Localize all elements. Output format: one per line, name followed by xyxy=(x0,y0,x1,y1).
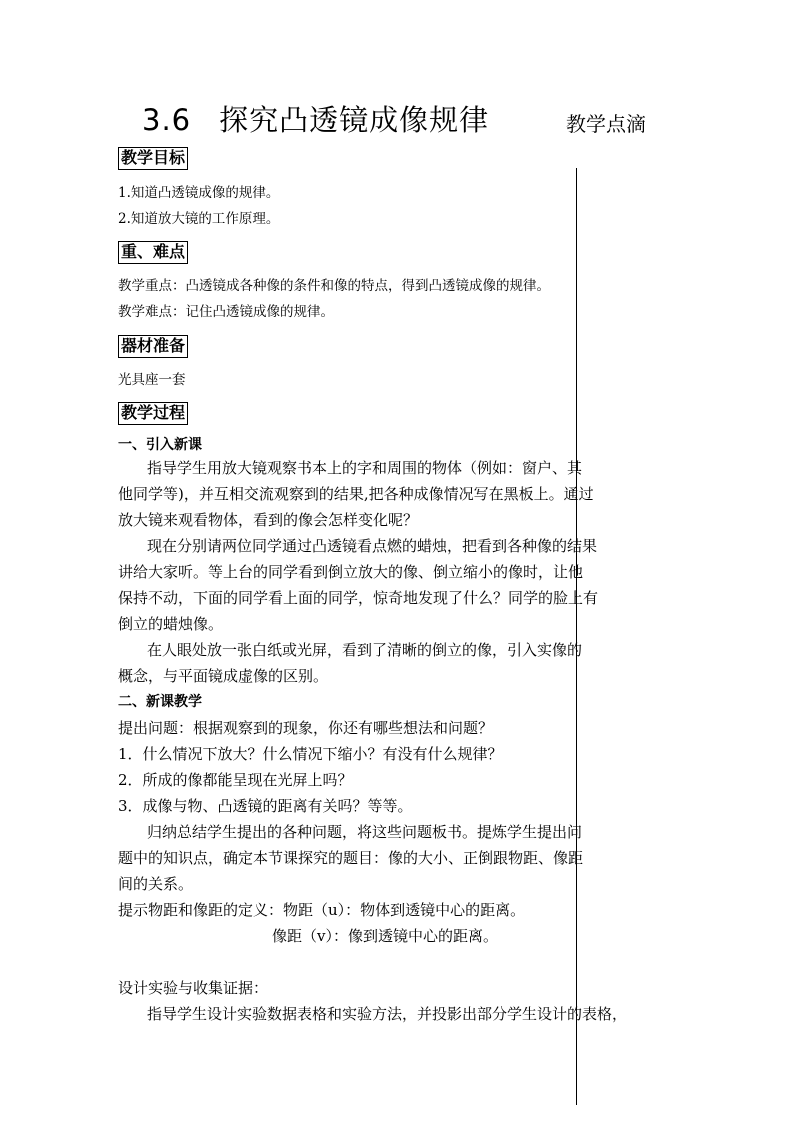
goal-line-1: 1.知道凸透镜成像的规律。 xyxy=(118,185,280,201)
heading-goals: 教学目标 xyxy=(118,147,188,170)
part1-line-5: 讲给大家听。等上台的同学看到倒立放大的像、倒立缩小的像时，让他 xyxy=(118,563,584,581)
heading-materials: 器材准备 xyxy=(118,335,188,358)
part1-line-3: 放大镜来观看物体，看到的像会怎样变化呢？ xyxy=(118,511,419,529)
part2-line-9: 像距（v）：像到透镜中心的距离。 xyxy=(272,927,498,945)
design-title: 设计实验与收集证据： xyxy=(118,979,269,997)
page-title xyxy=(142,98,489,139)
part2-title: 二、新课教学 xyxy=(118,694,202,710)
part2-line-1: 提出问题：根据观察到的现象，你还有哪些想法和问题？ xyxy=(118,719,494,737)
part2-line-7: 间的关系。 xyxy=(118,875,194,893)
key-point-line-2: 教学难点：记住凸透镜成像的规律。 xyxy=(118,304,334,320)
column-divider xyxy=(576,168,577,1105)
title-text: 探究凸透镜成像规律 xyxy=(219,103,490,137)
part2-line-4: 3．成像与物、凸透镜的距离有关吗？等等。 xyxy=(118,797,413,815)
heading-key-points: 重、难点 xyxy=(118,241,188,264)
key-point-line-1: 教学重点：凸透镜成各种像的条件和像的特点，得到凸透镜成像的规律。 xyxy=(118,278,550,294)
design-line-1: 指导学生设计实验数据表格和实验方法，并投影出部分学生设计的表格， xyxy=(147,1005,628,1023)
part2-line-8: 提示物距和像距的定义：物距（u）：物体到透镜中心的距离。 xyxy=(118,901,526,919)
part1-line-2: 他同学等)，并互相交流观察到的结果,把各种成像情况写在黑板上。通过 xyxy=(118,485,594,503)
part2-line-3: 2．所成的像都能呈现在光屏上吗？ xyxy=(118,771,353,789)
side-column-title: 教学点滴 xyxy=(566,112,646,136)
part2-line-2: 1．什么情况下放大？什么情况下缩小？有没有什么规律？ xyxy=(118,745,503,763)
part1-title: 一、引入新课 xyxy=(118,437,202,453)
part1-line-9: 概念，与平面镜成虚像的区别。 xyxy=(118,667,329,685)
part2-line-5: 归纳总结学生提出的各种问题，将这些问题板书。提炼学生提出问 xyxy=(147,823,583,841)
heading-process: 教学过程 xyxy=(118,402,188,425)
part1-line-4: 现在分别请两位同学通过凸透镜看点燃的蜡烛，把看到各种像的结果 xyxy=(147,537,598,555)
part1-line-6: 保持不动，下面的同学看上面的同学，惊奇地发现了什么？同学的脸上有 xyxy=(118,589,599,607)
materials-line-1: 光具座一套 xyxy=(118,372,186,388)
section-number: 3.6 xyxy=(142,103,192,137)
part1-line-8: 在人眼处放一张白纸或光屏，看到了清晰的倒立的像，引入实像的 xyxy=(147,641,583,659)
part2-line-6: 题中的知识点，确定本节课探究的题目：像的大小、正倒跟物距、像距 xyxy=(118,849,584,867)
part1-line-1: 指导学生用放大镜观察书本上的字和周围的物体（例如：窗户、其 xyxy=(147,459,583,477)
goal-line-2: 2.知道放大镜的工作原理。 xyxy=(118,211,280,227)
part1-line-7: 倒立的蜡烛像。 xyxy=(118,615,224,633)
